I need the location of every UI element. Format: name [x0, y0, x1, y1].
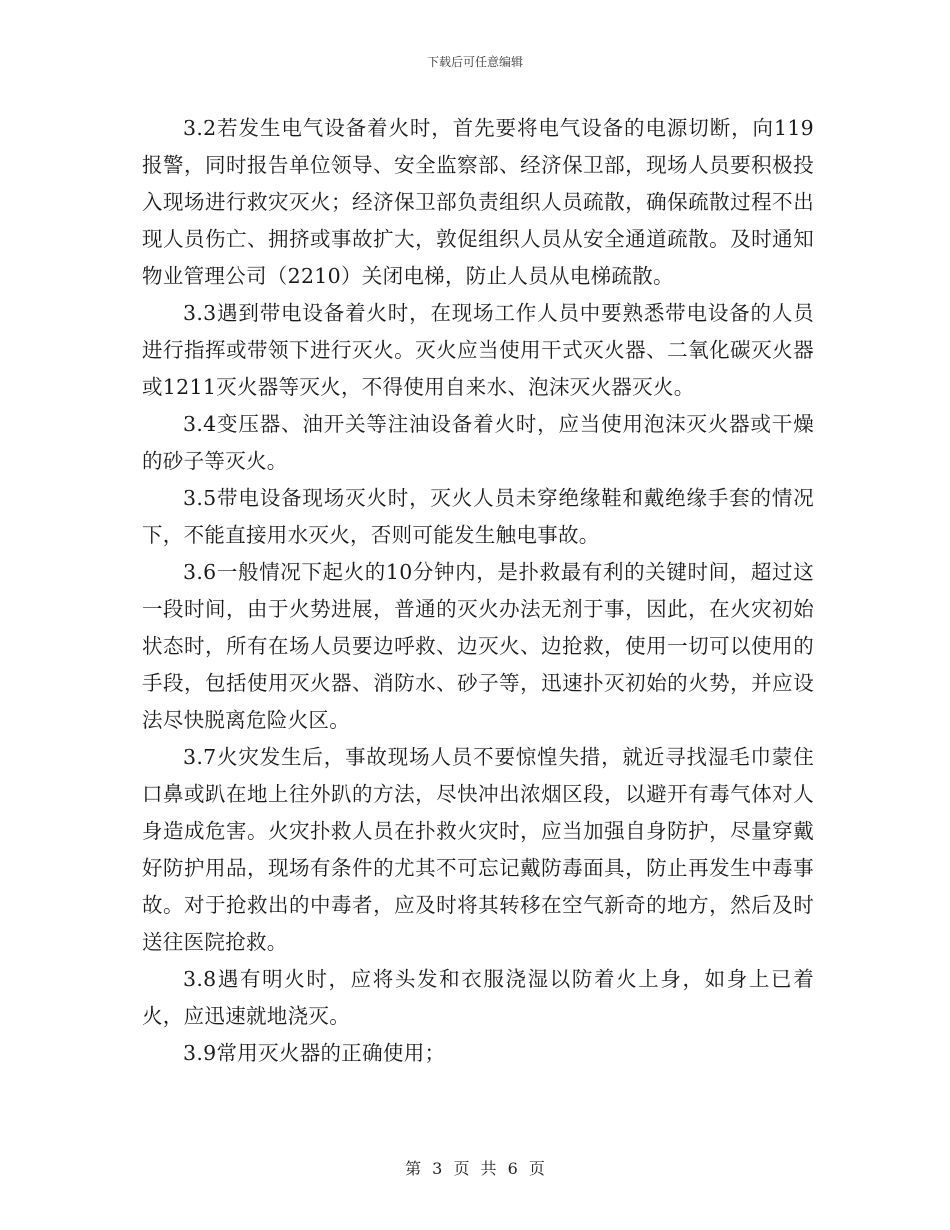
paragraph-3-6: 3.6一般情况下起火的10分钟内，是扑救最有利的关键时间，超过这一段时间，由于火势进展，普通的灭火办法无剂于事，因此，在火灾初始状态时，所有在场人员要边呼救、边灭火、边抢救，使用一切可以使用的手段，包括使用灭火器、消防水、砂子等，迅速扑灭初始的火势，并应设法尽快脱离危险火区。: [142, 560, 814, 732]
document-body: [142, 110, 814, 1072]
paragraph-3-5: 3.5带电设备现场灭火时，灭火人员未穿绝缘鞋和戴绝缘手套的情况下，不能直接用水灭火，否则可能发生触电事故。: [142, 486, 814, 547]
paragraph-3-8: 3.8遇有明火时，应将头发和衣服浇湿以防着火上身，如身上已着火，应迅速就地浇灭。: [142, 967, 814, 1028]
paragraph-3-9: 3.9常用灭火器的正确使用；: [183, 1041, 446, 1065]
paragraph-3-4: 3.4变压器、油开关等注油设备着火时，应当使用泡沫灭火器或干燥的砂子等灭火。: [142, 412, 814, 473]
paragraph-3-7: 3.7火灾发生后，事故现场人员不要惊惶失措，就近寻找湿毛巾蒙住口鼻或趴在地上往外趴的方法，尽快冲出浓烟区段，以避开有毒气体对人身造成危害。火灾扑救人员在扑救火灾时，应当加强自身防护，尽量穿戴好防护用品，现场有条件的尤其不可忘记戴防毒面具，防止再发生中毒事故。对于抢救出的中毒者，应及时将其转移在空气新奇的地方，然后及时送往医院抢救。: [142, 745, 814, 954]
paragraph-3-3: 3.3遇到带电设备着火时，在现场工作人员中要熟悉带电设备的人员进行指挥或带领下进行灭火。灭火应当使用干式灭火器、二氧化碳灭火器或1211灭火器等灭火，不得使用自来水、泡沫灭火器灭火。: [142, 301, 814, 399]
page-number-footer: 第 3 页 共 6 页: [405, 1159, 545, 1178]
paragraph-3-2: 3.2若发生电气设备着火时，首先要将电气设备的电源切断，向119报警，同时报告单位领导、安全监察部、经济保卫部，现场人员要积极投入现场进行救灾灭火；经济保卫部负责组织人员疏散，确保疏散过程不出现人员伤亡、拥挤或事故扩大，敦促组织人员从安全通道疏散。及时通知物业管理公司（2210）关闭电梯，防止人员从电梯疏散。: [142, 116, 814, 288]
page-header: 下载后可任意编辑: [426, 55, 523, 69]
